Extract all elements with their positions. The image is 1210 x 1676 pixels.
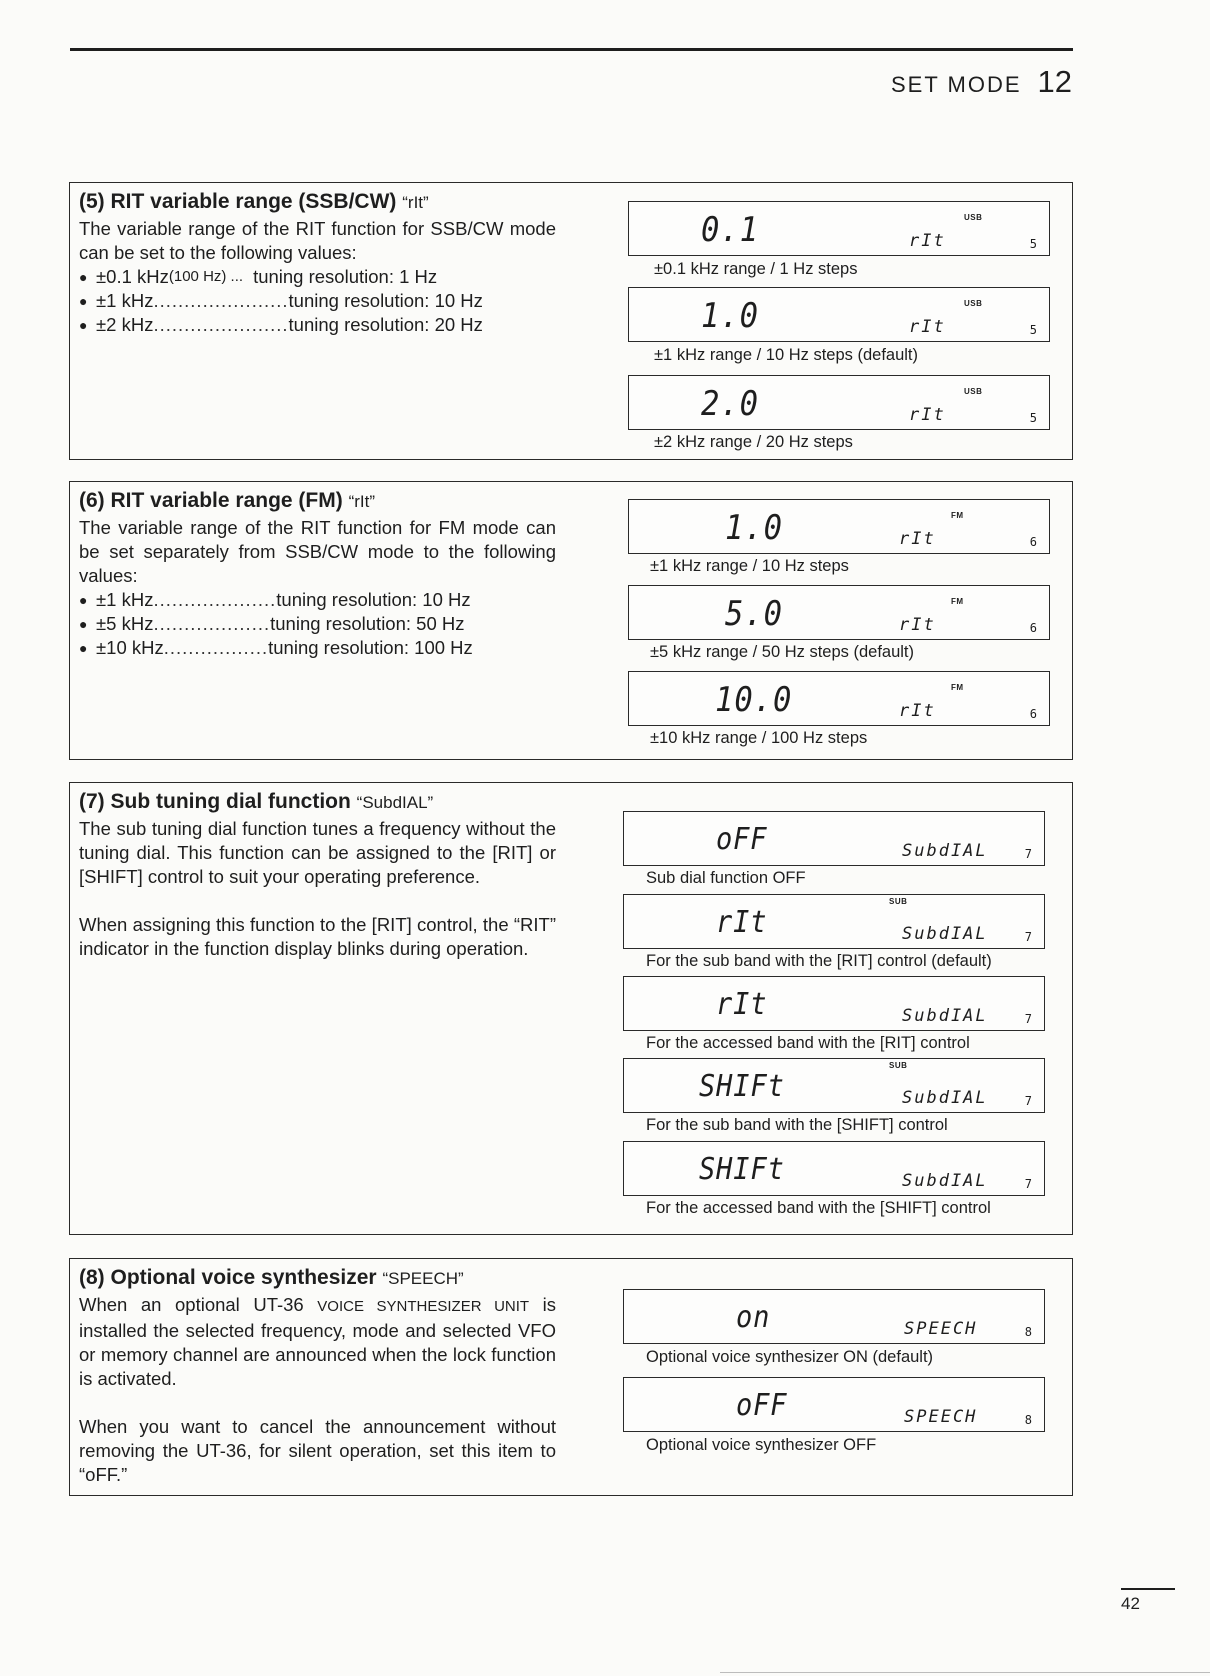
- section-title: (8) Optional voice synthesizer “SPEECH”: [79, 1266, 464, 1289]
- display-caption: For the sub band with the [SHIFT] control: [646, 1116, 948, 1134]
- display-caption: ±5 kHz range / 50 Hz steps (default): [650, 643, 915, 661]
- section-text: [79, 187, 556, 337]
- section-body: The sub tuning dial function tunes a frequency without the tuning dial. This function can be assigned to the [RIT] or [SHIFT] control to suit your operating preference.: [79, 818, 556, 887]
- display-caption: ±0.1 kHz range / 1 Hz steps: [654, 260, 858, 278]
- display-caption: ±10 kHz range / 100 Hz steps: [650, 729, 868, 747]
- value-list: [79, 265, 556, 337]
- lcd-display: 2.0 USB rIt 5: [628, 375, 1050, 430]
- lcd-display: oFF SubdIAL 7: [623, 811, 1045, 866]
- display-caption: Optional voice synthesizer ON (default): [646, 1348, 934, 1366]
- section-text: [79, 486, 556, 660]
- scan-edge-line: [720, 1672, 1210, 1673]
- lcd-display: 10.0 FM rIt 6: [628, 671, 1050, 726]
- lcd-display: on SPEECH 8: [623, 1289, 1045, 1344]
- section-title: (6) RIT variable range (FM) “rIt”: [79, 489, 376, 512]
- lcd-display: oFF SPEECH 8: [623, 1377, 1045, 1432]
- section-sub-tuning-dial: [69, 782, 1073, 1235]
- page-header: [891, 64, 1072, 100]
- display-caption: ±2 kHz range / 20 Hz steps: [654, 433, 853, 451]
- list-item: ● ±2 kHz ...................... tuning resolution: 20 Hz: [79, 314, 483, 335]
- display-caption: For the sub band with the [RIT] control (default): [646, 952, 992, 970]
- section-body: The variable range of the RIT function for SSB/CW mode can be set to the following values:: [79, 218, 556, 263]
- display-caption: ±1 kHz range / 10 Hz steps: [650, 557, 849, 575]
- chapter-number: 12: [1037, 64, 1072, 99]
- display-caption: Optional voice synthesizer OFF: [646, 1436, 877, 1454]
- display-caption: ±1 kHz range / 10 Hz steps (default): [654, 346, 919, 364]
- section-text: [79, 787, 556, 961]
- page-number: 42: [1121, 1594, 1140, 1613]
- section-rit-range-ssb-cw: [69, 182, 1073, 460]
- lcd-display: 5.0 FM rIt 6: [628, 585, 1050, 640]
- section-body: The variable range of the RIT function for FM mode can be set separately from SSB/CW mode to the following values:: [79, 517, 556, 586]
- lcd-display: rIt SubdIAL 7: [623, 976, 1045, 1031]
- section-rit-range-fm: [69, 481, 1073, 760]
- section-title: (5) RIT variable range (SSB/CW) “rIt”: [79, 190, 429, 213]
- list-item: ● ±10 kHz ................. tuning resolution: 100 Hz: [79, 637, 473, 658]
- header-rule: [70, 48, 1073, 51]
- section-name: SET MODE: [891, 72, 1022, 97]
- display-caption: Sub dial function OFF: [646, 869, 806, 887]
- list-item: ● ±0.1 kHz (100 Hz) ... tuning resolution: 1 Hz: [79, 266, 438, 287]
- section-body: When an optional UT-36 VOICE SYNTHESIZER UNIT is installed the selected frequency, mode and selected VFO or memory channel are announced when the lock function is activated.: [79, 1294, 556, 1389]
- lcd-display: SHIFt SUB SubdIAL 7: [623, 1058, 1045, 1113]
- lcd-display: rIt SUB SubdIAL 7: [623, 894, 1045, 949]
- section-title: (7) Sub tuning dial function “SubdIAL”: [79, 790, 434, 813]
- display-caption: For the accessed band with the [RIT] control: [646, 1034, 970, 1052]
- section-body: When you want to cancel the announcement without removing the UT-36, for silent operation, set this item to “oFF.”: [79, 1416, 556, 1485]
- section-text: [79, 1263, 556, 1487]
- list-item: ● ±1 kHz ...................... tuning resolution: 10 Hz: [79, 290, 483, 311]
- list-item: ● ±1 kHz .................... tuning resolution: 10 Hz: [79, 589, 471, 610]
- lcd-display: 0.1 USB rIt 5: [628, 201, 1050, 256]
- lcd-display: 1.0 USB rIt 5: [628, 287, 1050, 342]
- value-list: [79, 588, 556, 660]
- section-body: When assigning this function to the [RIT] control, the “RIT” indicator in the function display blinks during operation.: [79, 914, 556, 959]
- display-caption: For the accessed band with the [SHIFT] control: [646, 1199, 991, 1217]
- lcd-display: SHIFt SubdIAL 7: [623, 1141, 1045, 1196]
- section-voice-synthesizer: [69, 1258, 1073, 1496]
- list-item: ● ±5 kHz ................... tuning resolution: 50 Hz: [79, 613, 465, 634]
- footer-rule: [1121, 1588, 1175, 1590]
- lcd-display: 1.0 FM rIt 6: [628, 499, 1050, 554]
